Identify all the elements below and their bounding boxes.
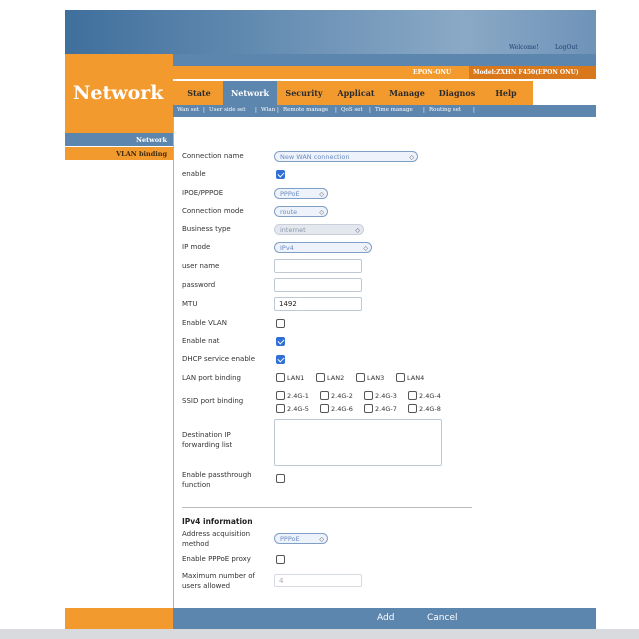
enable-vlan-checkbox[interactable]: [276, 319, 285, 328]
sidebar: [65, 133, 173, 608]
password-input[interactable]: [274, 278, 362, 292]
ip-mode-value: IPv4: [280, 244, 294, 252]
ipoe-pppoe-value: PPPoE: [280, 190, 300, 198]
subnav-wan-set[interactable]: Wan set: [177, 107, 200, 113]
dhcp-service-label: DHCP service enable: [182, 355, 256, 363]
ssid-2-4g-3-checkbox[interactable]: [364, 391, 373, 400]
subnav-routing-set[interactable]: Routing set: [429, 107, 462, 113]
connection-name-select[interactable]: [274, 151, 418, 162]
select-arrow-icon: ◇: [319, 209, 324, 216]
ipoe-pppoe-label: IPOE/PPPOE: [182, 189, 224, 197]
page-bottom-strip: [0, 629, 639, 639]
passthrough-checkbox[interactable]: [276, 474, 285, 483]
tab-help[interactable]: Help: [495, 88, 517, 98]
device-info-bar: [173, 66, 596, 79]
enable-nat-checkbox[interactable]: [276, 337, 285, 346]
sidebar-item-label: VLAN binding: [116, 150, 167, 158]
ssid-2-4g-5-checkbox[interactable]: [276, 404, 285, 413]
add-button[interactable]: Add: [377, 613, 395, 623]
max-users-input[interactable]: 4: [274, 574, 362, 587]
connection-mode-select[interactable]: [274, 206, 328, 217]
ssid-2-4g-6-checkbox[interactable]: [320, 404, 329, 413]
destination-ip-label-line2: forwarding list: [182, 441, 233, 449]
connection-mode-label: Connection mode: [182, 207, 244, 215]
ssid-2-4g-8-label: 2.4G-8: [419, 405, 441, 413]
ssid-2-4g-8-checkbox[interactable]: [408, 404, 417, 413]
tab-state[interactable]: State: [187, 88, 211, 98]
address-method-label-line1: Address acquisition: [182, 530, 251, 538]
mtu-label: MTU: [182, 300, 198, 308]
max-users-label-line2: users allowed: [182, 582, 231, 590]
password-label: password: [182, 281, 216, 289]
enable-checkbox[interactable]: [276, 170, 285, 179]
destination-ip-label-line1: Destination IP: [182, 431, 231, 439]
section-divider: [182, 507, 472, 508]
business-type-value: internet: [280, 226, 306, 234]
subnav-user-side-set[interactable]: User side set: [209, 107, 246, 113]
logout-link[interactable]: LogOut: [555, 44, 578, 51]
ssid-2-4g-1-checkbox[interactable]: [276, 391, 285, 400]
device-model: Model:ZXHN F450(EPON ONU): [473, 69, 579, 76]
ssid-2-4g-2-label: 2.4G-2: [331, 392, 353, 400]
connection-name-value: New WAN connection: [280, 153, 350, 161]
model-box: [469, 66, 596, 79]
lan3-checkbox[interactable]: [356, 373, 365, 382]
sidebar-item-vlan-binding[interactable]: [65, 147, 173, 160]
select-arrow-icon: ◇: [363, 245, 368, 252]
enable-vlan-label: Enable VLAN: [182, 319, 227, 327]
ipv4-section-title: IPv4 information: [182, 517, 253, 526]
subnav-time-manage[interactable]: Time manage: [375, 107, 413, 113]
connection-name-label: Connection name: [182, 152, 244, 160]
ip-mode-select[interactable]: [274, 242, 372, 253]
router-admin-frame: [65, 10, 596, 639]
ssid-2-4g-7-label: 2.4G-7: [375, 405, 397, 413]
lan2-label: LAN2: [327, 374, 345, 382]
business-type-label: Business type: [182, 225, 231, 233]
sub-nav: Wan set | User side set | Wlan | Remote manage | QoS set | Time manage | Routing set |: [173, 105, 596, 117]
select-arrow-icon: ◇: [355, 227, 360, 234]
address-method-select[interactable]: [274, 533, 328, 544]
business-type-select[interactable]: [274, 224, 364, 235]
ssid-2-4g-4-label: 2.4G-4: [419, 392, 441, 400]
user-name-input[interactable]: [274, 259, 362, 273]
sidebar-item-label: Network: [136, 136, 167, 144]
brand-title: Network: [73, 82, 164, 104]
brand-block: [65, 54, 173, 133]
subnav-qos-set[interactable]: QoS set: [341, 107, 363, 113]
max-users-label-line1: Maximum number of: [182, 572, 256, 580]
welcome-link[interactable]: Welcome!: [509, 44, 539, 51]
ssid-2-4g-1-label: 2.4G-1: [287, 392, 309, 400]
sidebar-item-network[interactable]: [65, 133, 173, 146]
lan1-label: LAN1: [287, 374, 305, 382]
ssid-port-binding-label: SSID port binding: [182, 397, 244, 405]
subnav-remote-manage[interactable]: Remote manage: [283, 107, 329, 113]
tab-applicat[interactable]: Applicat: [337, 88, 375, 98]
user-name-label: user name: [182, 262, 220, 270]
lan4-checkbox[interactable]: [396, 373, 405, 382]
pppoe-proxy-label: Enable PPPoE proxy: [182, 555, 251, 563]
tab-manage[interactable]: Manage: [389, 88, 425, 98]
ssid-2-4g-3-label: 2.4G-3: [375, 392, 397, 400]
tab-network[interactable]: Network: [223, 81, 277, 105]
enable-nat-label: Enable nat: [182, 337, 220, 345]
select-arrow-icon: ◇: [409, 154, 414, 161]
address-method-value: PPPoE: [280, 535, 300, 543]
dhcp-service-checkbox[interactable]: [276, 355, 285, 364]
enable-label: enable: [182, 170, 206, 178]
select-arrow-icon: ◇: [319, 536, 324, 543]
lan-port-binding-label: LAN port binding: [182, 374, 241, 382]
ssid-2-4g-5-label: 2.4G-5: [287, 405, 309, 413]
ssid-2-4g-7-checkbox[interactable]: [364, 404, 373, 413]
ipoe-pppoe-select[interactable]: [274, 188, 328, 199]
ssid-2-4g-6-label: 2.4G-6: [331, 405, 353, 413]
mtu-input[interactable]: 1492: [274, 297, 362, 311]
lan4-label: LAN4: [407, 374, 425, 382]
destination-ip-textarea[interactable]: [274, 419, 442, 466]
passthrough-label-line2: function: [182, 481, 211, 489]
lan2-checkbox[interactable]: [316, 373, 325, 382]
passthrough-label-line1: Enable passthrough: [182, 471, 252, 479]
ip-mode-label: IP mode: [182, 243, 211, 251]
tab-security[interactable]: Security: [285, 88, 323, 98]
select-arrow-icon: ◇: [319, 191, 324, 198]
address-method-label-line2: method: [182, 540, 210, 548]
wan-settings-form: [173, 117, 596, 608]
tab-diagnos[interactable]: Diagnos: [438, 88, 476, 98]
lan3-label: LAN3: [367, 374, 385, 382]
main-nav: [173, 79, 596, 105]
top-banner: [65, 10, 596, 54]
cancel-button[interactable]: Cancel: [427, 613, 458, 623]
ssid-2-4g-2-checkbox[interactable]: [320, 391, 329, 400]
subnav-wlan[interactable]: Wlan: [261, 107, 276, 113]
lan1-checkbox[interactable]: [276, 373, 285, 382]
pppoe-proxy-checkbox[interactable]: [276, 555, 285, 564]
device-type: EPON-ONU: [413, 69, 452, 76]
connection-mode-value: route: [280, 208, 298, 216]
ssid-2-4g-4-checkbox[interactable]: [408, 391, 417, 400]
